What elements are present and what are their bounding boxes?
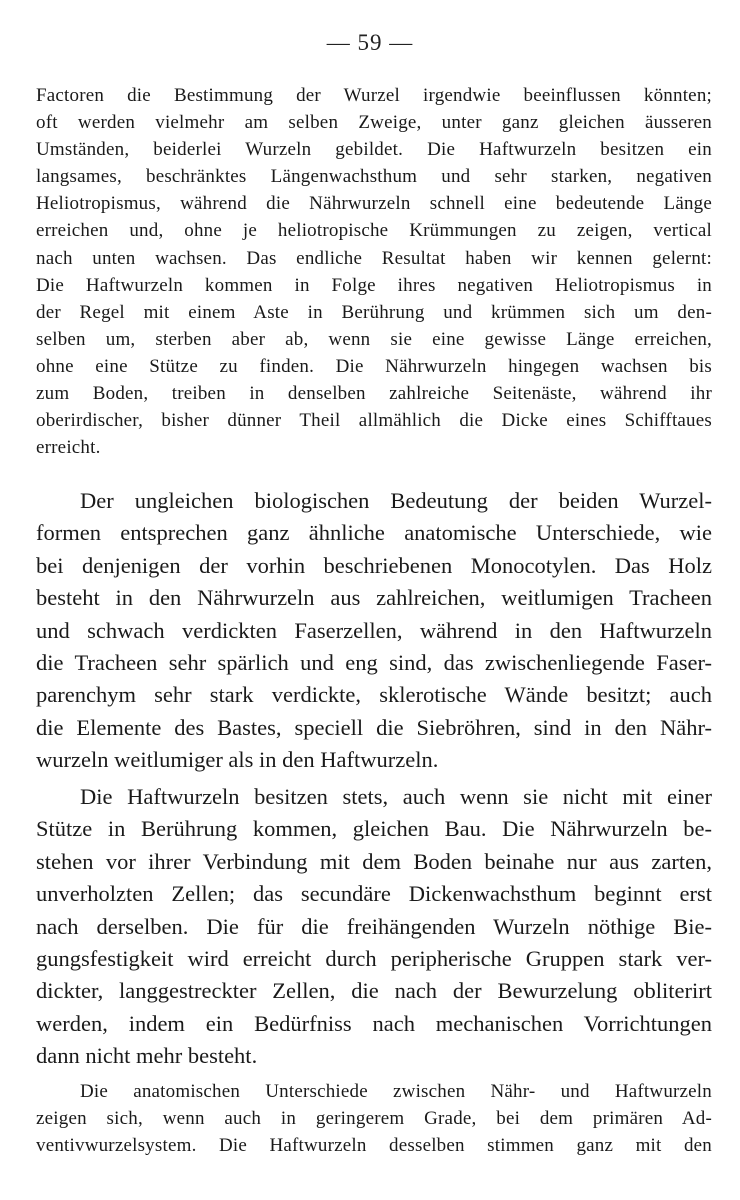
text-line: dann nicht mehr besteht. <box>36 1043 258 1069</box>
text-line: stehen vor ihrer Verbindung mit dem Boden beinahe nur aus zarten, <box>36 848 712 874</box>
paragraph-3 <box>36 781 712 1073</box>
text-line: erreichen und, ohne je heliotropische Krümmungen zu zeigen, vertical <box>36 220 712 242</box>
text-line: zeigen sich, wenn auch in geringerem Grade, bei dem primären Ad- <box>36 1108 712 1130</box>
text-line: die Tracheen sehr spärlich und eng sind, das zwischenliegende Faser- <box>36 649 712 675</box>
text-line: werden, indem ein Bedürfniss nach mechanischen Vorrichtungen <box>36 1010 712 1036</box>
text-line: oft werden vielmehr am selben Zweige, unter ganz gleichen äusseren <box>36 112 712 134</box>
text-line: nach derselben. Die für die freihängenden Wurzeln nöthige Bie- <box>36 913 712 939</box>
text-line: unverholzten Zellen; das secundäre Dickenwachsthum beginnt erst <box>36 881 712 907</box>
paragraph-4 <box>36 1078 712 1159</box>
text-line: nach unten wachsen. Das endliche Resultat haben wir kennen gelernt: <box>36 247 712 269</box>
text-line: formen entsprechen ganz ähnliche anatomische Unterschiede, wie <box>36 520 712 546</box>
text-line: dickter, langgestreckter Zellen, die nach der Bewurzelung obliterirt <box>36 978 712 1004</box>
text-line: Umständen, beiderlei Wurzeln gebildet. Die Haftwurzeln besitzen ein <box>36 139 712 161</box>
text-line: bei denjenigen der vorhin beschriebenen Monocotylen. Das Holz <box>36 552 712 578</box>
text-line: Factoren die Bestimmung der Wurzel irgendwie beeinflussen könnten; <box>36 85 712 106</box>
text-line: selben um, sterben aber ab, wenn sie eine gewisse Länge erreichen, <box>36 328 712 350</box>
text-line: Der ungleichen biologischen Bedeutung der beiden Wurzel- <box>80 488 712 513</box>
text-line: gungsfestigkeit wird erreicht durch peripherische Gruppen stark ver- <box>36 945 712 971</box>
paragraph-1 <box>36 82 712 461</box>
paragraph-2 <box>36 485 712 777</box>
text-line: Die Haftwurzeln besitzen stets, auch wenn sie nicht mit einer <box>80 784 712 809</box>
text-line: Stütze in Berührung kommen, gleichen Bau. Die Nährwurzeln be- <box>36 816 712 842</box>
text-line: zum Boden, treiben in denselben zahlreiche Seitenäste, während ihr <box>36 383 712 405</box>
text-line: Heliotropismus, während die Nährwurzeln schnell eine bedeutende Länge <box>36 193 712 215</box>
text-line: ventivwurzelsystem. Die Haftwurzeln desselben stimmen ganz mit den <box>36 1135 712 1157</box>
text-line: langsames, beschränktes Längenwachsthum und sehr starken, negativen <box>36 166 712 188</box>
page-number: — 59 — <box>326 30 414 55</box>
text-line: besteht in den Nährwurzeln aus zahlreichen, weitlumigen Tracheen <box>36 585 712 611</box>
text-line: der Regel mit einem Aste in Berührung und krümmen sich um den- <box>36 301 712 323</box>
text-line: und schwach verdickten Faserzellen, während in den Haftwurzeln <box>36 617 712 643</box>
text-line: parenchym sehr stark verdickte, sklerotische Wände besitzt; auch <box>36 682 712 708</box>
text-line: die Elemente des Bastes, speciell die Siebröhren, sind in den Nähr- <box>36 714 712 740</box>
text-line: Die Haftwurzeln kommen in Folge ihres negativen Heliotropismus in <box>36 274 712 296</box>
text-line: oberirdischer, bisher dünner Theil allmählich die Dicke eines Schifftaues <box>36 410 712 432</box>
text-line: erreicht. <box>36 437 101 459</box>
text-line: Die anatomischen Unterschiede zwischen Nähr- und Haftwurzeln <box>80 1081 712 1102</box>
text-line: ohne eine Stütze zu finden. Die Nährwurzeln hingegen wachsen bis <box>36 355 712 377</box>
text-line: wurzeln weitlumiger als in den Haftwurzeln. <box>36 747 439 773</box>
